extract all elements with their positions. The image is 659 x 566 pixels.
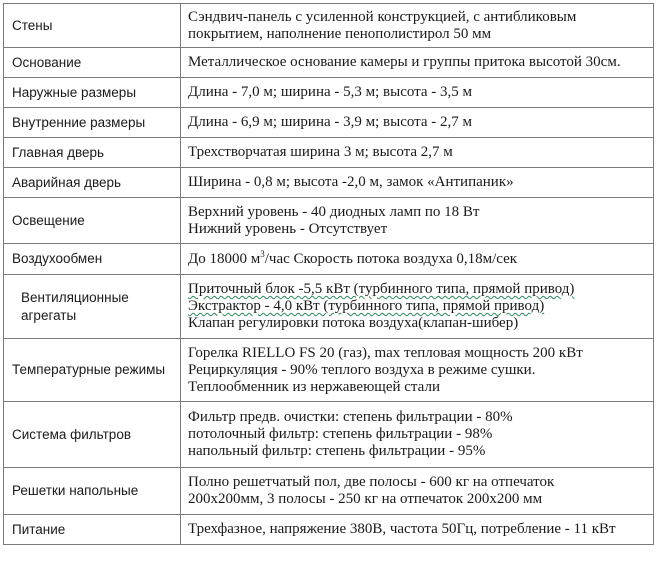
row-label: Вентиляционные агрегаты xyxy=(4,275,181,339)
value-line: Ширина - 0,8 м; высота -2,0 м, замок «Антипаник» xyxy=(188,174,514,190)
value-line: Длина - 7,0 м; ширина - 5,3 м; высота - 3,5 м xyxy=(188,84,473,100)
value-line: Металлическое основание камеры и группы притока высотой 30см. xyxy=(188,54,621,70)
value-line: Клапан регулировки потока воздуха(клапан-шибер) xyxy=(188,315,519,331)
air-exchange-volume: До 18000 м xyxy=(188,250,261,267)
value-line: покрытием, наполнение пенополистирол 50 мм xyxy=(188,25,492,42)
row-label: Решетки напольные xyxy=(4,468,181,515)
table-row xyxy=(4,4,654,48)
table-row xyxy=(4,48,654,78)
table-row xyxy=(4,468,654,515)
value-line: Трехстворчатая ширина 3 м; высота 2,7 м xyxy=(188,144,453,160)
row-label: Наружные размеры xyxy=(4,78,181,108)
row-value xyxy=(181,138,654,168)
value-line: Фильтр предв. очистки: степень фильтрации - 80% xyxy=(188,409,513,425)
table-row xyxy=(4,339,654,402)
value-line: Экстрактор - 4,0 кВт (турбинного типа, прямой привод) xyxy=(188,298,545,314)
row-value xyxy=(181,244,654,275)
table-row xyxy=(4,198,654,244)
row-label: Температурные режимы xyxy=(4,339,181,402)
table-row xyxy=(4,78,654,108)
row-label: Внутренние размеры xyxy=(4,108,181,138)
row-value xyxy=(181,168,654,198)
row-value xyxy=(181,339,654,402)
row-value xyxy=(181,275,654,339)
row-label: Питание xyxy=(4,515,181,545)
row-value xyxy=(181,48,654,78)
air-exchange-rest: /час Скорость потока воздуха 0,18м/сек xyxy=(264,250,518,267)
row-label: Аварийная дверь xyxy=(4,168,181,198)
row-value xyxy=(181,402,654,468)
table-row xyxy=(4,275,654,339)
value-line: потолочный фильтр: степень фильтрации - 98% xyxy=(188,426,493,442)
value-line: Приточный блок -5,5 кВт (турбинного типа, прямой привод) xyxy=(188,281,575,297)
value-line: Рециркуляция - 90% теплого воздуха в режиме сушки. xyxy=(188,361,536,378)
row-value xyxy=(181,515,654,545)
row-value xyxy=(181,78,654,108)
table-row xyxy=(4,168,654,198)
value-line: Длина - 6,9 м; ширина - 3,9 м; высота - 2,7 м xyxy=(188,114,473,130)
value-line xyxy=(188,248,649,268)
row-label: Стены xyxy=(4,4,181,48)
table-row xyxy=(4,138,654,168)
value-line: Горелка RIELLO FS 20 (газ), max тепловая мощность 200 кВт xyxy=(188,344,583,361)
superscript-3: 3 xyxy=(260,248,265,259)
value-line: напольный фильтр: степень фильтрации - 95% xyxy=(188,443,486,459)
value-line: Верхний уровень - 40 диодных ламп по 18 Вт xyxy=(188,203,480,220)
row-label: Система фильтров xyxy=(4,402,181,468)
table-row xyxy=(4,244,654,275)
table-row xyxy=(4,108,654,138)
row-value xyxy=(181,198,654,244)
row-value xyxy=(181,108,654,138)
table-row xyxy=(4,402,654,468)
value-line: Теплообменник из нержавеющей стали xyxy=(188,378,440,395)
row-label: Основание xyxy=(4,48,181,78)
row-label: Воздухообмен xyxy=(4,244,181,275)
value-line: Нижний уровень - Отсутствует xyxy=(188,220,388,237)
value-line: Полно решетчатый пол, две полосы - 600 кг на отпечаток xyxy=(188,474,555,490)
row-label: Главная дверь xyxy=(4,138,181,168)
row-value xyxy=(181,468,654,515)
row-value xyxy=(181,4,654,48)
row-label: Освещение xyxy=(4,198,181,244)
value-line: 200х200мм, 3 полосы - 250 кг на отпечаток 200х200 мм xyxy=(188,491,543,507)
table-row xyxy=(4,515,654,545)
value-line: Трехфазное, напряжение 380В, частота 50Гц, потребление - 11 кВт xyxy=(188,521,616,537)
spec-table xyxy=(3,3,654,545)
value-line: Сэндвич-панель с усиленной конструкцией, с антибликовым xyxy=(188,8,577,25)
